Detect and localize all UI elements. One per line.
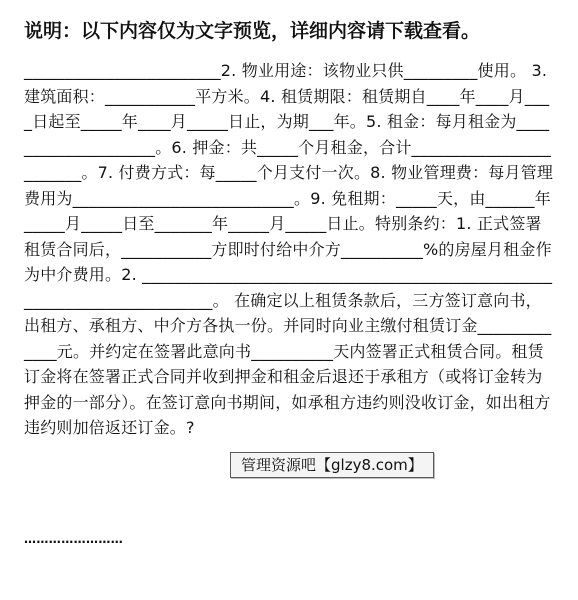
preview-notice: 说明：以下内容仅为文字预览，详细内容请下载查看。 [24,20,481,42]
agreement-body-text: ________________________2. 物业用途：该物业只供_________使用。 3. 建筑面积：___________平方米。4. 租赁期限：租赁期自____年____月____日起至_____年____月_____日止，为期___年。5. 租金：每月租金为____________________。6. 押金：共_____个月租金，合计________________________。7. 付费方式：每_____个月支付一次。8. 物业管理费：每月管理费用为___________________________。9. 免租期：_____天，由______年_____月_____日至_______年_____月_____日止。特别条约：1. 正式签署租赁合同后，___________方即时付给中介方__________%的房屋月租金作为中介费用。2. _________________________________________________________________________。 在确定以上租赁条款后，三方签订意向书，出租方、承租方、中介方各执一份。并同时向业主缴付租赁订金_____________元。并约定在签署此意向书__________天内签署正式租赁合同。租赁订金将在签署正式合同并收到押金和租金后退还于承租方（或将订金转为押金的一部分）。在签订意向书期间，如承租方违约则没收订金，如出租方违约则加倍返还订金。? [24,61,554,437]
site-watermark: 管理资源吧【glzy8.com】 [230,452,434,478]
continuation-dots: …………………… [24,532,124,546]
